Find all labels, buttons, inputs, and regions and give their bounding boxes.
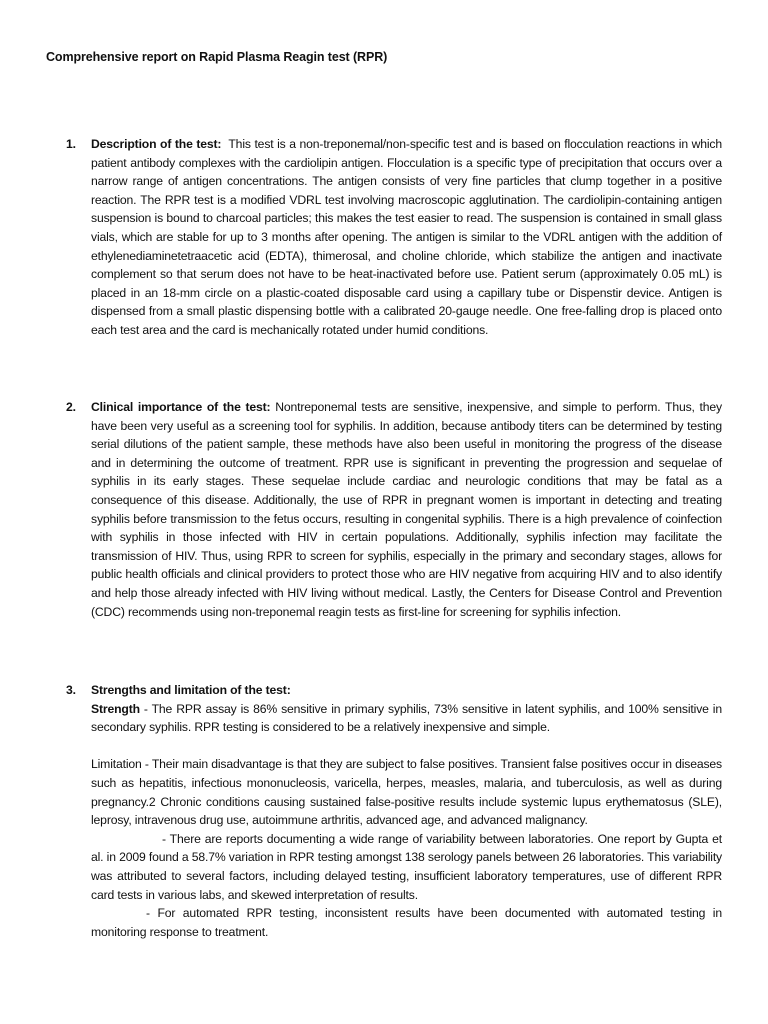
section-body: [91, 398, 722, 621]
section-description: [66, 135, 722, 340]
section-heading: Clinical importance of the test:: [91, 400, 271, 414]
limitation-bullet-variability: - There are reports documenting a wide range of variability between laboratories. One report by Gupta et al. in 2009 found a 58.7% variation in RPR testing amongst 138 serology panels between 26 laboratories. This variability was attributed to several factors, including delayed testing, insufficient laboratory temperatures, use of different RPR card tests in various labs, and skewed interpretation of results.: [91, 831, 722, 902]
section-heading: Description of the test:: [91, 137, 222, 151]
document-title: Comprehensive report on Rapid Plasma Reagin test (RPR): [46, 50, 388, 64]
section-number: 2.: [66, 400, 76, 414]
strength-paragraph: [91, 700, 722, 737]
section-number: 1.: [66, 137, 76, 151]
limitation-bullet-automated: - For automated RPR testing, inconsistent results have been documented with automated testing in monitoring response to treatment.: [91, 906, 722, 939]
section-heading-line: [91, 681, 722, 700]
section-clinical-importance: [66, 398, 722, 621]
limitation-paragraph: Limitation - Their main disadvantage is that they are subject to false positives. Transient false positives occur in diseases such as hepatitis, infectious mononucleosis, varicella, herpes, measles, malaria, and tuberculosis, as well as during pregnancy.2 Chronic conditions causing sustained false-positive results include systemic lupus erythematosus (SLE), leprosy, intravenous drug use, autoimmune arthritis, advanced age, and advanced malignancy.: [91, 757, 722, 828]
strength-text: - The RPR assay is 86% sensitive in primary syphilis, 73% sensitive in latent syphilis, and 100% sensitive in secondary syphilis. RPR testing is considered to be a relatively inexpensive and simple.: [91, 701, 722, 735]
section-text: Nontreponemal tests are sensitive, inexpensive, and simple to perform. Thus, they have been very useful as a screening tool for syphilis. In addition, because antibody titers can be determined by testing serial dilutions of the patient sample, these methods have also been useful in monitoring the progress of the disease and in determining the outcome of treatment. RPR use is significant in preventing the progression and sequelae of syphilis in its early stages. These sequelae include cardiac and neurologic conditions that may be fatal as a consequence of this disease. Additionally, the use of RPR in pregnant women is important in detecting and treating syphilis before transmission to the fetus occurs, resulting in congenital syphilis. There is a high prevalence of coinfection with syphilis in those infected with HIV in certain populations. Additionally, syphilis infection may facilitate the transmission of HIV. Thus, using RPR to screen for syphilis, especially in the primary and secondary stages, allows for public health officials and clinical providers to protect those who are HIV negative from acquiring HIV and to also identify and help those already infected with HIV living without medical. Lastly, the Centers for Disease Control and Prevention (CDC) recommends using non-treponemal reagin tests as first-line for screening for syphilis infection.: [91, 400, 722, 619]
section-paragraph: [91, 135, 722, 340]
section-body: [91, 681, 722, 941]
strength-label: Strength: [91, 701, 140, 716]
section-body: [91, 135, 722, 340]
section-number: 3.: [66, 683, 76, 697]
section-text: This test is a non-treponemal/non-specific test and is based on flocculation reactions in which patient antibody complexes with the cardiolipin antigen. Flocculation is a specific type of precipitation that occurs over a narrow range of antigen concentrations. The antigen consists of very fine particles that clump together in a positive reaction. The RPR test is a modified VDRL test involving macroscopic agglutination. The cardiolipin-containing antigen suspension is bound to charcoal particles; this makes the test easier to read. The suspension is contained in small glass vials, which are stable for up to 3 months after opening. The antigen is similar to the VDRL antigen with the addition of ethylenediaminetetraacetic acid (EDTA), thimerosal, and choline chloride, which stabilize the antigen and inactivate complement so that serum does not have to be heat-inactivated before use. Patient serum (approximately 0.05 mL) is placed in an 18-mm circle on a plastic-coated disposable card using a capillary tube or Dispenstir device. Antigen is dispensed from a small plastic dispensing bottle with a calibrated 20-gauge needle. One free-falling drop is placed onto each test area and the card is mechanically rotated under humid conditions.: [91, 137, 722, 337]
section-paragraph: [91, 398, 722, 621]
section-strengths-limitations: [66, 681, 722, 941]
section-heading: Strengths and limitation of the test:: [91, 683, 291, 697]
paragraph-gap: [91, 737, 722, 756]
